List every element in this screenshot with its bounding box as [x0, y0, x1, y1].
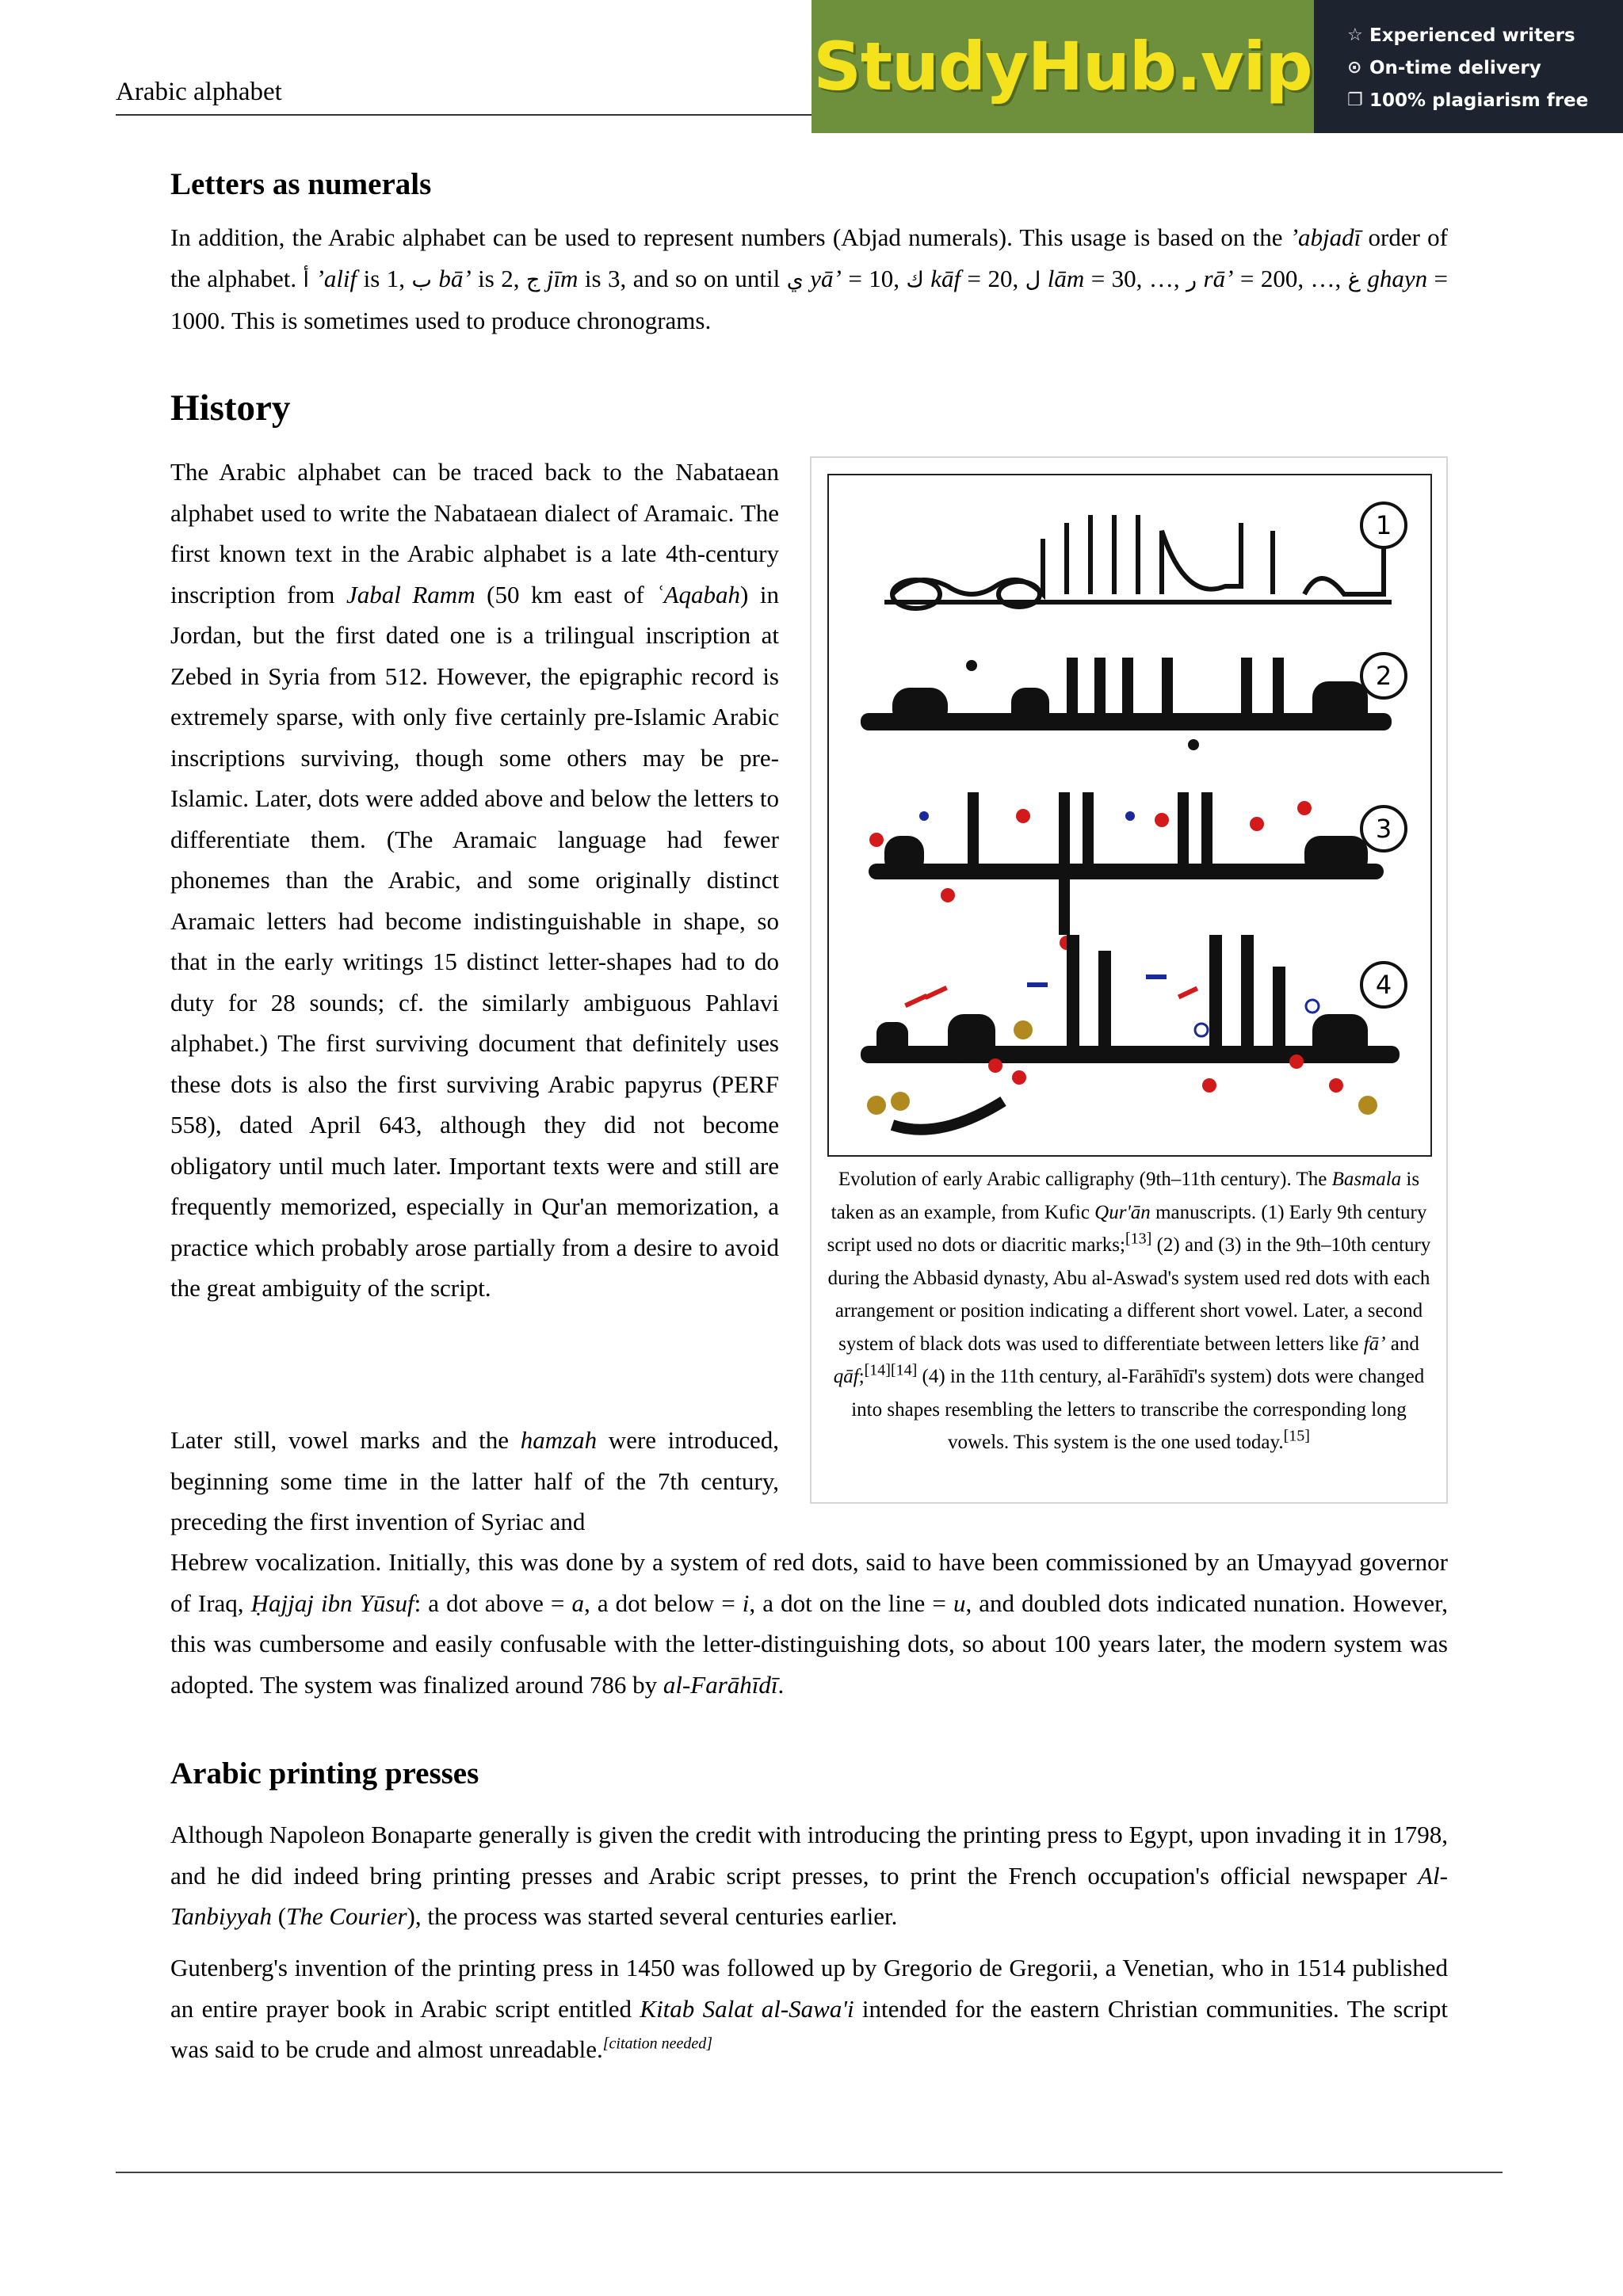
text-run: intended for the eastern Christian communities. The script was said to be crude and almost unreadable.	[170, 1994, 1448, 2063]
caption-run: manuscripts. (1) Early 9th century script used no dots or diacritic marks;	[827, 1201, 1427, 1256]
text-run: is 2,	[471, 264, 526, 292]
vowel-a: a	[571, 1589, 584, 1617]
vowel-u: u	[953, 1589, 966, 1617]
history-paragraph-2b	[170, 1542, 1448, 1705]
star-icon: ☆	[1347, 25, 1363, 45]
arabic-letter-ba: ب	[411, 267, 432, 292]
text-run: = 30, …,	[1084, 264, 1187, 292]
basmala-row-2	[861, 658, 1392, 750]
section-heading-history: History	[170, 387, 291, 429]
caption-term-basmala: Basmala	[1331, 1169, 1402, 1190]
text-run: ) in Jordan, but the first dated one is a trilingual inscription at Zebed in Syria from 512. However, the epigraphic record is extremely sparse, with only five certainly pre-Islamic Arabic inscriptions surviving, though some others may be pre-Islamic. Later, dots were added above and below the letters to differentiate them. (The Aramaic language had fewer phonemes than the Arabic, and some originally distinct Aramaic letters had become indistinguishable in shape, so that in the early writings 15 distinct letter-shapes had to do duty for 28 sounds; cf. the similarly ambiguous Pahlavi alphabet.) The first surviving document that definitely uses these dots is also the first surviving Arabic papyrus (PERF 558), dated April 643, although they did not become obligatory until much later. Important texts were and still are frequently memorized, especially in Qur'an memorization, a practice which probably arose partially from a desire to avoid the great ambiguity of the script.	[170, 580, 779, 1302]
term-abjadi: ʼabjadī	[1289, 223, 1361, 251]
text-run: Later still, vowel marks and the	[170, 1426, 521, 1454]
text-run: = 10,	[841, 264, 907, 292]
term-alif: ʼalif	[315, 264, 357, 292]
term-jim: jīm	[546, 264, 579, 292]
printing-paragraph-2	[170, 1947, 1448, 2070]
text-run: is 3, and so on until	[578, 264, 787, 292]
text-run: .	[777, 1670, 785, 1699]
term-ghayn: ghayn	[1367, 264, 1428, 292]
text-run: Although Napoleon Bonaparte generally is given the credit with introducing the printing press to Egypt, upon invading it in 1798, and he did indeed bring printing presses and Arabic script presses, to print the French occupation's official newspaper	[170, 1821, 1448, 1890]
figure-caption	[821, 1163, 1437, 1459]
banner-benefits	[1314, 0, 1623, 133]
arabic-letter-ghayn: غ	[1347, 267, 1361, 292]
caption-run: is taken as an example, from Kufic	[831, 1169, 1420, 1223]
term-ra: rāʼ	[1203, 264, 1234, 292]
caption-run: and	[1385, 1333, 1419, 1355]
calligraphy-illustration	[829, 475, 1430, 1155]
arabic-letter-jim: ج	[525, 267, 540, 292]
header-divider	[116, 114, 813, 116]
text-run: , a dot on the line =	[749, 1589, 953, 1617]
vowel-marks	[867, 974, 1377, 1115]
arabic-letter-ra: ر	[1186, 267, 1197, 292]
copy-icon: ❐	[1347, 90, 1363, 110]
text-run: The Arabic alphabet can be traced back to the Nabataean alphabet used to write the Nabataean dialect of Aramaic. The first known text in the Arabic alphabet is a late 4th-century inscription from	[170, 458, 779, 608]
footer-divider	[116, 2172, 1503, 2173]
page-header-title: Arabic alphabet	[116, 78, 282, 106]
printing-paragraph-1	[170, 1814, 1448, 1937]
vowel-i: i	[742, 1589, 750, 1617]
caption-term-fa: fāʼ	[1363, 1333, 1386, 1355]
term-aqabah: ʿAqabah	[655, 580, 741, 608]
caption-run: Evolution of early Arabic calligraphy (9th–11th century). The	[838, 1169, 1332, 1190]
calligraphy-figure	[810, 456, 1448, 1504]
banner-point-label: On-time delivery	[1369, 57, 1541, 78]
text-run: = 200, …,	[1233, 264, 1348, 292]
arabic-letter-alif: أ	[303, 267, 310, 292]
marker-4-label: 4	[1375, 970, 1392, 1000]
term-al-tanbiyyah: Al-Tanbiyyah	[170, 1861, 1448, 1930]
basmala-row-4	[861, 935, 1400, 1130]
reference-link[interactable]: [14][14]	[864, 1361, 918, 1379]
term-ba: bāʼ	[438, 264, 472, 292]
caption-run: (2) and (3) in the 9th–10th century during the Abbasid dynasty, Abu al-Aswad's system used red dots with each arrangement or position indicating a different short vowel. Later, a second system of black dots was used to differentiate between letters like	[827, 1234, 1431, 1355]
caption-run: (4) in the 11th century, al-Farāhīdī's system) dots were changed into shapes resembling the letters to transcribe the corresponding long vowels. This system is the one used today.	[851, 1366, 1425, 1453]
text-run: (	[272, 1902, 287, 1930]
term-the-courier: The Courier	[286, 1902, 407, 1930]
arabic-letter-kaf: ك	[906, 267, 924, 292]
studyhub-logo-text: StudyHub.vip	[813, 28, 1312, 105]
history-paragraph-2a	[170, 1420, 779, 1543]
text-run: (50 km east of	[475, 580, 656, 608]
caption-term-quran: Qur'ān	[1094, 1201, 1151, 1223]
text-run: Gutenberg's invention of the printing press in 1450 was followed up by Gregorio de Gregorii, a Venetian, who in 1514 published an entire prayer book in Arabic script entitled	[170, 1954, 1448, 2023]
text-run: Hebrew vocalization. Initially, this was done by a system of red dots, said to have been commissioned by an Umayyad governor of Iraq,	[170, 1548, 1448, 1617]
term-ya: yāʼ	[810, 264, 842, 292]
text-run: ), the process was started several centuries earlier.	[407, 1902, 898, 1930]
arabic-letter-lam: ل	[1025, 267, 1041, 292]
term-jabal-ramm: Jabal Ramm	[346, 580, 475, 608]
section-heading-printing: Arabic printing presses	[170, 1756, 479, 1791]
caption-term-qaf: qāf	[833, 1366, 859, 1387]
marker-3-label: 3	[1375, 814, 1392, 844]
text-run: , a dot below =	[583, 1589, 743, 1617]
banner-point-label: Experienced writers	[1369, 25, 1575, 46]
text-run: = 1000. This is sometimes used to produce chronograms.	[170, 264, 1449, 334]
basmala-row-1	[884, 515, 1392, 608]
text-run: In addition, the Arabic alphabet can be used to represent numbers (Abjad numerals). This usage is based on the	[170, 223, 1290, 251]
numerals-paragraph	[170, 217, 1448, 341]
marker-2-label: 2	[1375, 661, 1392, 691]
term-hajjaj: Ḥajjaj ibn Yūsuf	[250, 1589, 414, 1617]
citation-needed-link[interactable]: [citation needed]	[602, 2035, 713, 2053]
term-hamzah: hamzah	[520, 1426, 598, 1454]
caption-run: ;	[858, 1366, 865, 1387]
reference-link[interactable]: [15]	[1283, 1427, 1310, 1445]
text-run: order of the alphabet.	[170, 223, 1448, 292]
studyhub-logo[interactable]	[812, 0, 1314, 133]
clock-icon: ⊙	[1347, 58, 1362, 78]
marker-1-label: 1	[1375, 510, 1392, 540]
history-paragraph-1	[170, 452, 779, 1309]
calligraphy-image[interactable]	[827, 474, 1432, 1157]
text-run: , and doubled dots indicated nunation. However, this was cumbersome and easily confusable with the letter-distinguishing dots, so about 100 years later, the modern system was adopted. The system was finalized around 786 by	[170, 1589, 1448, 1699]
banner-point-label: 100% plagiarism free	[1369, 90, 1589, 111]
section-heading-numerals: Letters as numerals	[170, 167, 432, 201]
banner-point-plagiarism	[1347, 84, 1623, 116]
banner-point-writers	[1347, 19, 1623, 51]
arabic-letter-ya: ي	[786, 267, 804, 292]
text-run: is 1,	[357, 264, 412, 292]
term-farahidi: al-Farāhīdī	[663, 1670, 778, 1699]
reference-link[interactable]: [13]	[1125, 1230, 1152, 1248]
text-run: : a dot above =	[414, 1589, 572, 1617]
text-run: were introduced, beginning some time in the latter half of the 7th century, preceding the first invention of Syriac and	[170, 1426, 779, 1535]
term-kaf: kāf	[930, 264, 961, 292]
term-kitab-salat: Kitab Salat al-Sawa'i	[640, 1994, 854, 2023]
term-lam: lām	[1047, 264, 1085, 292]
studyhub-banner[interactable]	[812, 0, 1623, 133]
text-run: = 20,	[960, 264, 1025, 292]
banner-point-delivery	[1347, 51, 1623, 84]
